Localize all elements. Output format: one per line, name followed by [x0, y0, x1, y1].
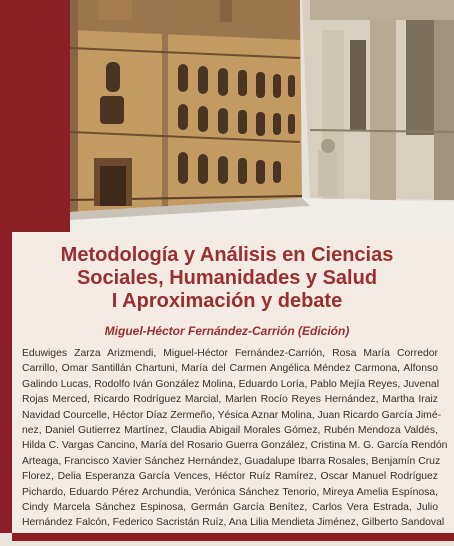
author-line: Navidad Courcelle, Héctor Díaz Zermeño, Yésica Aznar Molina, Juan Ricardo García Jimé- [22, 409, 442, 421]
author-line: Galindo Lucas, Rodolfo Iván González Molina, Eduardo Loría, Pablo Mejía Reyes, Juvenal [22, 378, 440, 390]
title-line: Sociales, Humanidades y Salud [76, 267, 378, 289]
author-line: Eduwiges Zarza Arizmendi, Miguel-Héctor Fernández-Carrión, Rosa María Corredor [22, 348, 438, 359]
author-line: nez, Daniel Gutierrez Martínez, Claudia Abigail Morales Gómez, Rubén Mendoza Valdés, [22, 425, 438, 437]
author-line: Hilda C. Vargas Cancino, María del Rosario Guerra González, Cristina M. G. García Rendón [22, 440, 448, 452]
author-line: Carrillo, Omar Santillán Chartuni, María del Carmen Angélica Méndez Carmona, Alfonso [22, 363, 438, 375]
author-line: Florez, Delia Esperanza García Vences, Héctor Ruíz Ramírez, Oscar Manuel Rodríguez [22, 471, 438, 483]
bottom-color-band [12, 533, 454, 541]
book-title [12, 244, 442, 313]
title-line: I Aproximación y debate [111, 290, 343, 312]
author-line: Rojas Merced, Ricardo Rodríguez Marcial, Marlen Rocío Reyes Hernández, Martha Iraiz [22, 394, 438, 406]
author-list [22, 346, 448, 546]
author-line: Pichardo, Eduardo Pérez Archundia, Verónica Sánchez Tenorio, Mireya Amelia Espínosa, [22, 486, 438, 498]
author-line: Cindy Marcela Sánchez Espinosa, Germán García Benítez, Carlos Vera Estrada, Julio [22, 502, 438, 514]
editor-name: Miguel-Héctor Fernández-Carrión (Edición) [104, 324, 350, 338]
author-line: Hernández Falcón, Federico Sacristán Ruíz, Ana Lilia Mendieta Jiménez, Gilberto Sandoval [22, 517, 445, 529]
author-line: Arteaga, Francisco Xavier Sánchez Hernández, Guadalupe Ibarra Rosales, Benjamín Cruz [22, 455, 441, 467]
cover-photo [70, 0, 454, 232]
title-line: Metodología y Análisis en Ciencias [60, 244, 394, 266]
building-photo [70, 0, 454, 232]
